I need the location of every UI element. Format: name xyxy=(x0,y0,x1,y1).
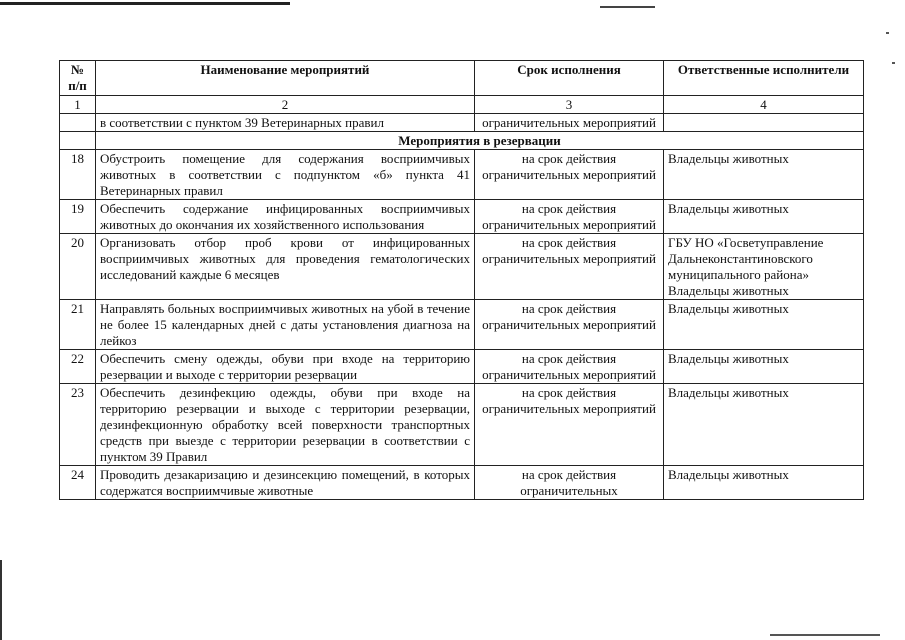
scan-artifact-top-right xyxy=(600,6,655,8)
row-num: 18 xyxy=(60,150,96,200)
row-term: на срок действия ограничительных xyxy=(475,466,664,500)
row-responsible: Владельцы животных xyxy=(664,384,864,466)
index-cell: 3 xyxy=(475,96,664,114)
index-cell: 2 xyxy=(96,96,475,114)
row-term: на срок действия ограничительных мероприятий xyxy=(475,234,664,300)
table-row xyxy=(60,384,864,466)
header-row xyxy=(60,61,864,96)
row-term: ограничительных мероприятий xyxy=(475,114,664,132)
row-name: Направлять больных восприимчивых животных на убой в течение не более 15 календарных дней с даты установления диагноза на лейкоз xyxy=(96,300,475,350)
table-row xyxy=(60,350,864,384)
row-responsible: Владельцы животных xyxy=(664,466,864,500)
row-num: 22 xyxy=(60,350,96,384)
header-responsible: Ответственные исполнители xyxy=(664,61,864,96)
scan-artifact-bottom xyxy=(770,634,880,636)
scan-speck xyxy=(892,62,895,64)
row-responsible: Владельцы животных xyxy=(664,200,864,234)
row-name: Обеспечить дезинфекцию одежды, обуви при входе на территорию резервации и выходе с территории резервации, дезинфекционную обработку всей поверхности транспортных средств при выезде с территории резервации в соответствии с пунктом 39 Правил xyxy=(96,384,475,466)
table-row xyxy=(60,234,864,300)
scan-artifact-left xyxy=(0,560,2,640)
table-row xyxy=(60,200,864,234)
table-row xyxy=(60,150,864,200)
row-term: на срок действия ограничительных мероприятий xyxy=(475,200,664,234)
row-responsible: Владельцы животных xyxy=(664,300,864,350)
row-responsible: ГБУ НО «Госветуправление Дальнеконстантиновского муниципального района» Владельцы животных xyxy=(664,234,864,300)
index-cell: 4 xyxy=(664,96,864,114)
row-term: на срок действия ограничительных мероприятий xyxy=(475,300,664,350)
row-num: 19 xyxy=(60,200,96,234)
row-num: 23 xyxy=(60,384,96,466)
row-term: на срок действия ограничительных мероприятий xyxy=(475,384,664,466)
header-num: № п/п xyxy=(60,61,96,96)
measures-table xyxy=(59,60,864,500)
row-num: 21 xyxy=(60,300,96,350)
row-responsible: Владельцы животных xyxy=(664,350,864,384)
row-num xyxy=(60,114,96,132)
row-name: Обустроить помещение для содержания восприимчивых животных в соответствии с подпунктом «б» пункта 41 Ветеринарных правил xyxy=(96,150,475,200)
section-row xyxy=(60,132,864,150)
scan-artifact-top xyxy=(0,2,290,5)
row-name: Обеспечить содержание инфицированных восприимчивых животных до окончания их хозяйственного использования xyxy=(96,200,475,234)
index-cell: 1 xyxy=(60,96,96,114)
row-num: 20 xyxy=(60,234,96,300)
row-responsible: Владельцы животных xyxy=(664,150,864,200)
row-name: Организовать отбор проб крови от инфицированных восприимчивых животных для проведения гематологических исследований каждые 6 месяцев xyxy=(96,234,475,300)
row-term: на срок действия ограничительных мероприятий xyxy=(475,150,664,200)
section-num-cell xyxy=(60,132,96,150)
row-num: 24 xyxy=(60,466,96,500)
header-name: Наименование мероприятий xyxy=(96,61,475,96)
row-term: на срок действия ограничительных мероприятий xyxy=(475,350,664,384)
index-row xyxy=(60,96,864,114)
row-responsible xyxy=(664,114,864,132)
table-row xyxy=(60,466,864,500)
continuation-row xyxy=(60,114,864,132)
row-name: Обеспечить смену одежды, обуви при входе на территорию резервации и выходе с территории резервации xyxy=(96,350,475,384)
scan-speck xyxy=(886,32,889,34)
row-name: Проводить дезакаризацию и дезинсекцию помещений, в которых содержатся восприимчивые животные xyxy=(96,466,475,500)
header-term: Срок исполнения xyxy=(475,61,664,96)
section-title: Мероприятия в резервации xyxy=(96,132,864,150)
row-name: в соответствии с пунктом 39 Ветеринарных правил xyxy=(96,114,475,132)
table-row xyxy=(60,300,864,350)
